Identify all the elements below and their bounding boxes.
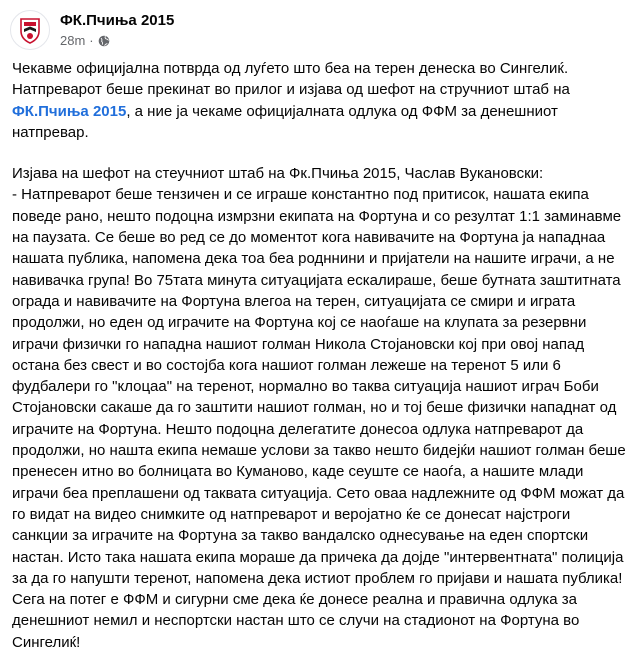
post-meta <box>60 33 110 48</box>
meta-separator: · <box>89 33 94 48</box>
intro-text-end: , а ние ја чекаме официјалната одлука од ФФМ за денешниот натпревар. <box>12 102 558 141</box>
page-avatar[interactable] <box>10 10 50 50</box>
post-body <box>12 58 630 653</box>
post-paragraph-statement: Изјава на шефот на стеучниот штаб на Фк.Пчиња 2015, Часлав Вукановски: - Натпреварот беше тензичен и се играше константно под притисок, нашата екипа поведе рано, нешто подоцна измрзни екипата на Фортуна и со резултат 1:1 заминавме на паузата. Се беше во ред се до моментот кога навивачите на Фортуна ја нападнаа нашата публика, напомена дека тоа беа родннини и пријатели на нашите играчи, а не навивачка група! Во 75тата минута ситуацијата ескалираше, беше бутната заштитната ограда и навивачите на Фортуна влегоа на терен, ситуацијата се смири и играта продолжи, но еден од играчите на Фортуна кој се наоѓаше на клупата за резервни играчи физички го нападна нашиот голман Никола Стојановски кој при овој напад остана без свест и во состојба кога нашиот голман лежеше на теренот 5 или 6 фудбалери го "клоцаа" на теренот, нормално во таква ситуација нашиот играч Боби Стојановски сакаше да го заштити нашиот голман, но и тој беше физички нападнат од играчите на Фортуна. Нешто подоцна делегатите донесоа одлука натпреварот да продолжи, но нашта екипа немаше услови за такво нешто бидејќи нашиот голман беше пренесен итно во болницата во Куманово, каде сеуште се наоѓа, а нашите млади играчи беа преплашени од таквата ситуација. Сето оваа надлежните од ФФМ можат да го видат на видео снимките од натпреварот и веројатно ќе се донесат најстроги санкции за играчите на Фортуна за такво вандалско однесување на еден спортски настан. Исто така нашата екипа мораше да причека да дојде "интервентната" полиција за да го напушти теренот, напомена дека истиот проблем го пријави и нашата публика! Сега на потег е ФФМ и сигурни сме дека ќе донесе реална и правична одлука за денешниот немил и неспортски настан што се случи на стадионот на Фортуна во Сингелиќ! <box>12 165 626 651</box>
page-name[interactable]: ФК.Пчиња 2015 <box>60 12 175 29</box>
intro-text-start: Чекавме официјална потврда од луѓето што беа на терен денеска во Сингелиќ. Натпреварот беше прекинат во прилог и изјава од шефот на стручниот штаб на <box>12 60 570 99</box>
post-time[interactable]: 28m <box>60 33 86 48</box>
post-paragraph-intro <box>12 58 630 143</box>
page-mention-link[interactable]: ФК.Пчиња 2015 <box>12 102 127 120</box>
globe-icon[interactable] <box>98 35 110 47</box>
post-header <box>10 8 630 52</box>
club-crest-logo <box>11 11 49 49</box>
